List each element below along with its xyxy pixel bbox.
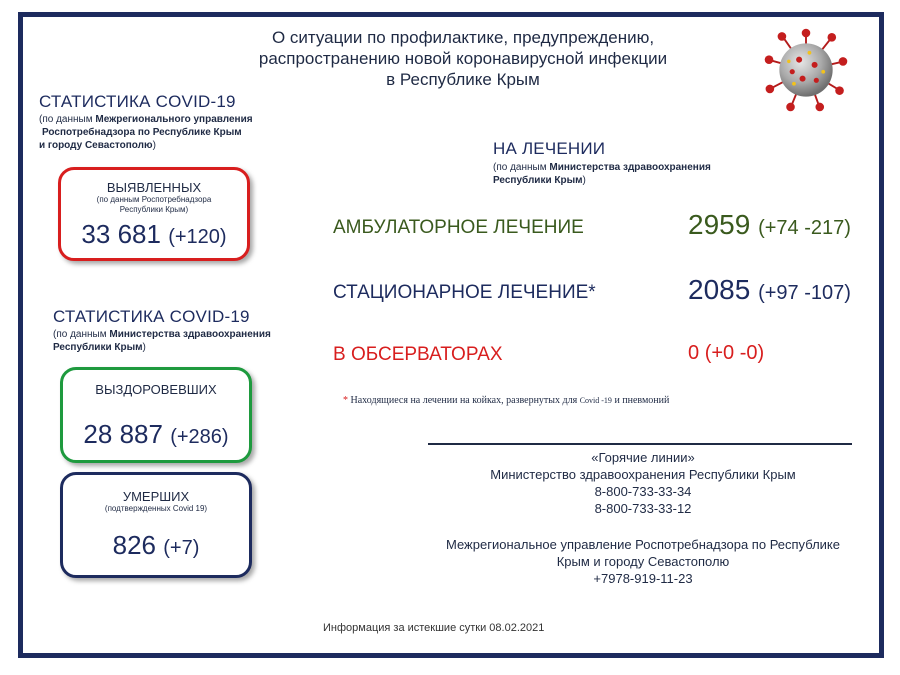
hotlines-title: «Горячие линии»	[591, 450, 695, 465]
inpatient-footnote: * Находящиеся на лечении на койках, развернутых для Covid -19 и пневмоний	[343, 395, 670, 406]
detected-card	[58, 167, 250, 261]
deaths-card	[60, 472, 252, 578]
infographic-frame	[18, 12, 884, 658]
hotline-phone-3: +7978-919-11-23	[593, 571, 693, 586]
detected-value-line	[61, 219, 247, 250]
treatment-source: (по данным Министерства здравоохранения Республики Крым)	[493, 162, 711, 186]
stats-mz-source: (по данным Министерства здравоохранения Республики Крым)	[53, 329, 271, 353]
ambulatory-value: 2959	[688, 209, 751, 240]
observatory-delta: (+0 -0)	[704, 342, 765, 364]
ambulatory-delta: (+74 -217)	[758, 217, 851, 239]
title-line-1: О ситуации по профилактике, предупреждению,	[271, 28, 655, 47]
hotline-phone-2: 8-800-733-33-12	[594, 501, 692, 516]
inpatient-value: 2085	[688, 274, 751, 305]
treatment-heading: НА ЛЕЧЕНИИ	[493, 139, 606, 158]
observatory-label: В ОБСЕРВАТОРАХ	[333, 344, 503, 365]
deaths-value-line	[63, 530, 249, 561]
observatory-value: 0	[688, 342, 700, 364]
hotlines-org-2-line-2: Крым и городу Севастополю	[556, 554, 730, 569]
ambulatory-label: АМБУЛАТОРНОЕ ЛЕЧЕНИЕ	[333, 217, 584, 238]
recovered-value-line	[63, 419, 249, 450]
stats-mz-heading: СТАТИСТИКА COVID-19	[53, 307, 250, 326]
page-title	[203, 27, 723, 90]
inpatient-label: СТАЦИОНАРНОЕ ЛЕЧЕНИЕ*	[333, 282, 596, 303]
detected-label: ВЫЯВЛЕННЫХ	[106, 180, 202, 195]
ambulatory-value-line	[688, 209, 851, 241]
hotlines-org-2-line-1: Межрегиональное управление Роспотребнадзора по Республике	[446, 537, 840, 552]
deaths-value: 826	[112, 530, 157, 560]
inpatient-delta: (+97 -107)	[758, 282, 851, 304]
observatory-value-line	[688, 342, 764, 365]
detected-delta: (+120)	[168, 226, 227, 248]
hotline-phone-1: 8-800-733-33-34	[594, 484, 692, 499]
deaths-delta: (+7)	[163, 537, 200, 559]
hotlines-block	[433, 449, 853, 587]
detected-value: 33 681	[81, 219, 161, 249]
recovered-label: ВЫЗДОРОВЕВШИХ	[95, 382, 217, 397]
recovered-delta: (+286)	[170, 426, 229, 448]
detected-sub-1: (по данным Роспотребнадзора	[96, 195, 212, 204]
deaths-sub: (подтвержденных Covid 19)	[104, 504, 208, 513]
title-line-3: в Республике Крым	[386, 70, 540, 89]
deaths-label: УМЕРШИХ	[122, 489, 190, 504]
recovered-value: 28 887	[83, 419, 163, 449]
inpatient-value-line	[688, 274, 851, 306]
stats-rpn-heading: СТАТИСТИКА COVID-19	[39, 92, 236, 111]
stats-rpn-source: (по данным Межрегионального управления Роспотребнадзора по Республике Крым и городу Севастополю)	[39, 114, 253, 151]
title-line-2: распространению новой коронавирусной инфекции	[258, 49, 668, 68]
coronavirus-icon	[763, 27, 849, 113]
recovered-card	[60, 367, 252, 463]
hotline-divider	[428, 443, 852, 445]
report-date-footer: Информация за истекшие сутки 08.02.2021	[323, 622, 545, 634]
hotlines-org-1: Министерство здравоохранения Республики Крым	[490, 467, 796, 482]
detected-sub-2: Республики Крым)	[119, 205, 189, 214]
